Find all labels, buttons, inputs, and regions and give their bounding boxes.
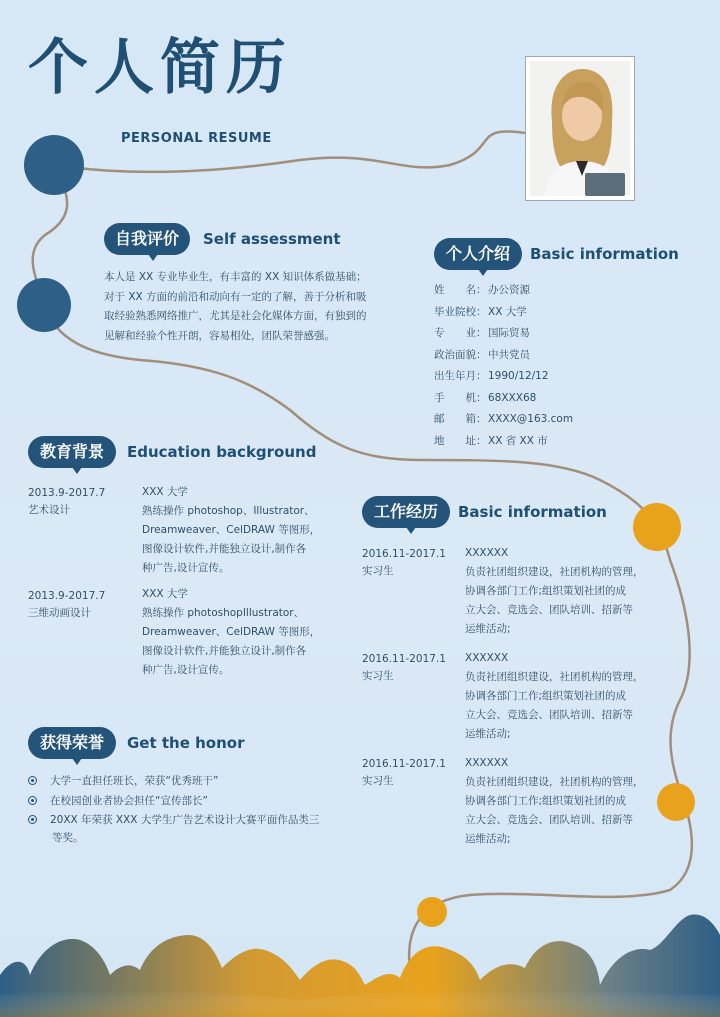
work-heading-en: Basic information [458, 503, 607, 521]
self-assessment-line: 见解和经验个性开朗，容易相处，团队荣誉感强。 [104, 329, 335, 342]
bullet-icon [28, 815, 37, 824]
info-value: 1990/12/12 [488, 370, 549, 382]
info-key: 姓 名： [434, 284, 487, 296]
page-title: 个人简历 [28, 33, 292, 103]
info-key: 邮 箱： [434, 413, 487, 425]
info-value: XX 大学 [488, 305, 527, 318]
info-row-school [434, 302, 527, 323]
education-item-meta [28, 588, 105, 622]
info-value: 国际贸易 [488, 327, 530, 339]
info-row-birth [434, 366, 549, 387]
info-value: 中共党员 [488, 348, 530, 361]
work-line: 负责社团组织建设，社团机构的管理， [465, 776, 644, 788]
basic-info-heading: 个人介绍 [434, 238, 522, 270]
work-company: XXXXXX [465, 547, 509, 559]
work-line: 协调各部门工作;组织策划社团的成 [465, 585, 627, 597]
info-key: 地 址： [434, 434, 487, 447]
self-assessment-line: 取经验熟悉网络推广，尤其是社会化媒体方面，有独到的 [104, 310, 367, 322]
honor-text: 在校园创业者协会担任“宣传部长” [50, 795, 208, 807]
education-major: 艺术设计 [28, 504, 70, 516]
education-heading-en: Education background [127, 443, 317, 461]
education-line: 种广告,设计宣传。 [142, 562, 230, 574]
education-item-body [142, 483, 342, 578]
work-line: 运维活动; [465, 833, 511, 845]
education-date: 2013.9-2017.7 [28, 590, 106, 602]
decor-circle [17, 278, 71, 332]
education-line: 图像设计软件,并能独立设计,制作各 [142, 543, 307, 555]
education-line: 图像设计软件,并能独立设计,制作各 [142, 645, 307, 657]
work-line: 立大会、竞选会、团队培训、招新等 [465, 604, 633, 616]
work-item-meta [362, 756, 446, 790]
info-row-address [434, 431, 548, 452]
work-line: 立大会、竞选会、团队培训、招新等 [465, 709, 633, 721]
education-line: Dreamweaver、CelDRAW 等图形， [142, 626, 321, 638]
portrait-image [530, 61, 630, 196]
honor-text: 20XX 年荣获 XXX 大学生广告艺术设计大赛平面作品类三 [50, 814, 320, 826]
info-key: 出生年月： [434, 370, 487, 382]
work-line: 立大会、竞选会、团队培训、招新等 [465, 814, 633, 826]
work-date: 2016.11-2017.1 [362, 758, 446, 770]
self-assessment-heading: 自我评价 [104, 223, 190, 255]
work-company: XXXXXX [465, 757, 509, 769]
info-row-name [434, 280, 530, 301]
work-line: 负责社团组织建设，社团机构的管理， [465, 671, 644, 683]
bullet-icon [28, 776, 37, 785]
education-line: 种广告,设计宣传。 [142, 664, 230, 676]
work-line: 运维活动; [465, 623, 511, 635]
education-item-meta [28, 485, 105, 519]
work-item-body [465, 544, 655, 639]
self-assessment-text [104, 268, 394, 346]
honor-text: 等奖。 [52, 832, 84, 844]
decor-circle [657, 783, 695, 821]
work-role: 实习生 [362, 565, 394, 577]
decor-circle [417, 897, 447, 927]
work-item-body [465, 754, 655, 849]
info-value: 办公资源 [488, 284, 530, 296]
info-key: 毕业院校： [434, 305, 487, 318]
honor-item [28, 811, 319, 829]
honor-text: 大学一直担任班长，荣获“优秀班干” [50, 775, 219, 787]
honor-heading-en: Get the honor [127, 734, 245, 752]
education-heading: 教育背景 [28, 436, 116, 468]
self-assessment-line: 本人是 XX 专业毕业生，有丰富的 XX 知识体系做基础； [104, 271, 367, 283]
info-value: XXXX@163.com [488, 413, 574, 425]
info-value: 68XXX68 [488, 391, 537, 404]
work-company: XXXXXX [465, 652, 509, 664]
work-role: 实习生 [362, 670, 394, 682]
honor-heading: 获得荣誉 [28, 727, 116, 759]
work-item-meta [362, 651, 446, 685]
honor-item-continued [52, 829, 84, 847]
education-line: Dreamweaver、CelDRAW 等图形， [142, 524, 321, 536]
bullet-icon [28, 796, 37, 805]
work-date: 2016.11-2017.1 [362, 548, 446, 560]
basic-info-heading-en: Basic information [530, 245, 679, 263]
self-assessment-heading-en: Self assessment [203, 230, 341, 248]
work-date: 2016.11-2017.1 [362, 653, 446, 665]
education-date: 2013.9-2017.7 [28, 487, 106, 499]
info-key: 手 机： [434, 391, 487, 404]
work-heading: 工作经历 [362, 496, 450, 528]
decor-circle [24, 135, 84, 195]
info-row-political [434, 345, 530, 366]
work-role: 实习生 [362, 775, 394, 787]
education-line: 熟练操作 photoshop、Illustrator、 [142, 505, 315, 517]
education-major: 三维动画设计 [28, 607, 91, 619]
self-assessment-line: 对于 XX 方面的前沿和动向有一定的了解，善于分析和吸 [104, 290, 367, 303]
work-line: 运维活动; [465, 728, 511, 740]
info-row-phone [434, 388, 536, 409]
work-line: 协调各部门工作;组织策划社团的成 [465, 795, 627, 807]
info-key: 政治面貌： [434, 348, 487, 361]
education-school: XXX 大学 [142, 588, 188, 600]
work-line: 负责社团组织建设，社团机构的管理， [465, 566, 644, 578]
work-item-meta [362, 546, 446, 580]
profile-photo [525, 56, 635, 201]
work-item-body [465, 649, 655, 744]
info-row-email [434, 409, 573, 430]
page-subtitle: PERSONAL RESUME [121, 131, 272, 146]
honor-item [28, 772, 218, 790]
info-key: 专 业： [434, 327, 487, 339]
info-value: XX 省 XX 市 [488, 434, 548, 447]
work-line: 协调各部门工作;组织策划社团的成 [465, 690, 627, 702]
education-item-body [142, 585, 342, 680]
honor-item [28, 792, 208, 810]
education-school: XXX 大学 [142, 486, 188, 498]
info-row-major [434, 323, 530, 344]
education-line: 熟练操作 photoshopIllustrator、 [142, 607, 305, 619]
